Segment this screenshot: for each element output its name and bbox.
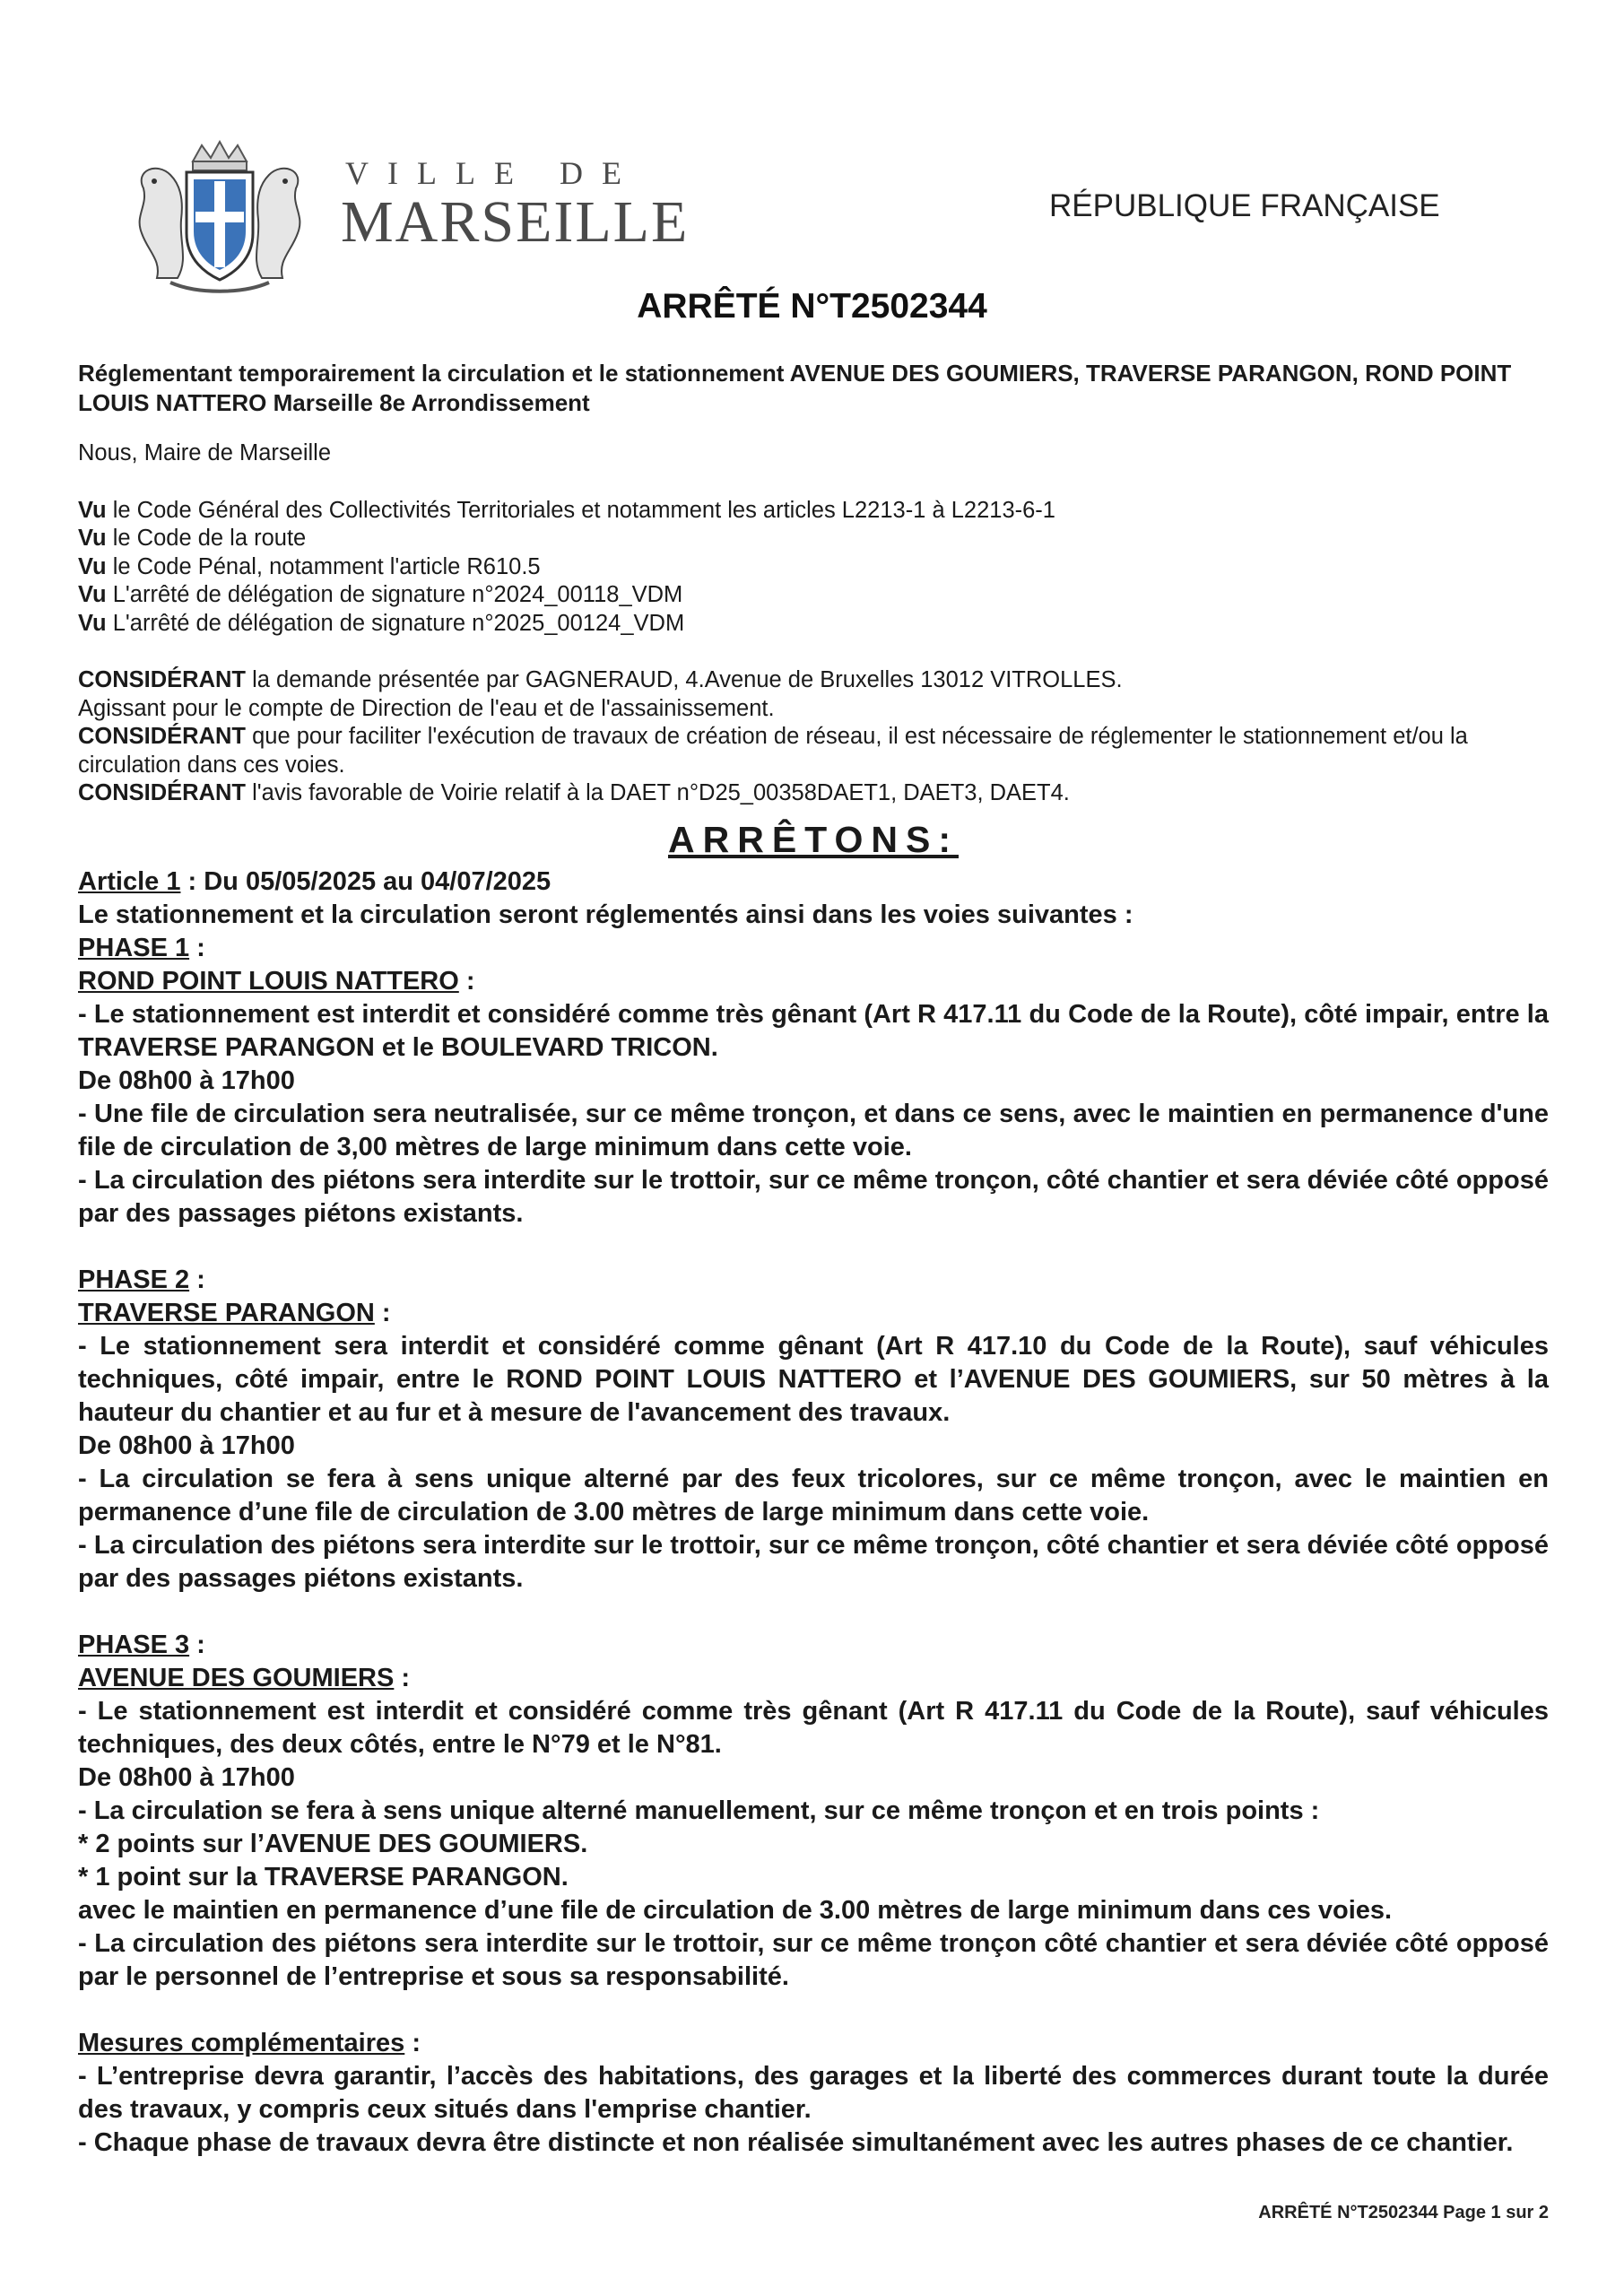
phase-2-hours: De 08h00 à 17h00 [78, 1431, 295, 1460]
article-1-intro: Le stationnement et la circulation seront réglementés ainsi dans les voies suivantes : [78, 900, 1133, 929]
coat-of-arms-icon [108, 135, 332, 296]
phase-2-street: TRAVERSE PARANGON : [78, 1298, 391, 1327]
phase-3-heading: PHASE 3 : [78, 1630, 205, 1659]
phase-1-line: - Une file de circulation sera neutralisée, sur ce même tronçon, et dans ce sens, avec le maintien en permanence d'une file de circulation de 3,00 mètres de large minimum dans cette voie. [78, 1099, 1549, 1161]
ville-de-marseille-logo [108, 135, 690, 296]
page-footer: ARRÊTÉ N°T2502344 Page 1 sur 2 [1258, 2203, 1549, 2222]
phase-2-line: - La circulation se fera à sens unique alterné par des feux tricolores, sur ce même tronçon, avec le maintien en permanence d’une file de circulation de 3.00 mètres de large minimum dans cette voie. [78, 1464, 1549, 1526]
phase-1-line: - La circulation des piétons sera interdite sur le trottoir, sur ce même tronçon, côté chantier et sera déviée côté opposé par des passages piétons existants. [78, 1165, 1549, 1228]
articles [78, 865, 1549, 2160]
phase-3-point: * 1 point sur la TRAVERSE PARANGON. [78, 1862, 569, 1892]
phase-3-point: * 2 points sur l’AVENUE DES GOUMIERS. [78, 1829, 588, 1858]
phase-1-line: - Le stationnement est interdit et considéré comme très gênant (Art R 417.11 du Code de la Route), côté impair, entre la TRAVERSE PARANGON et le BOULEVARD TRICON. [78, 999, 1549, 1062]
vu-line: Vu le Code Général des Collectivités Territoriales et notamment les articles L2213-1 à L2213-6-1 [78, 497, 1055, 523]
phase-3-line: - La circulation des piétons sera interdite sur le trottoir, sur ce même tronçon côté chantier et sera déviée côté opposé par le personnel de l’entreprise et sous sa responsabilité. [78, 1928, 1549, 1991]
phase-3-line: avec le maintien en permanence d’une file de circulation de 3.00 mètres de large minimum dans ces voies. [78, 1895, 1393, 1925]
preamble [78, 439, 1549, 808]
agissant-line: Agissant pour le compte de Direction de l'eau et de l'assainissement. [78, 695, 775, 721]
document-body [78, 359, 1549, 2160]
phase-3-street: AVENUE DES GOUMIERS : [78, 1663, 411, 1692]
phase-2-line: - Le stationnement sera interdit et considéré comme gênant (Art R 417.10 du Code de la Route), sauf véhicules techniques, côté impair, entre le ROND POINT LOUIS NATTERO et l’AVENUE DES GOUMIERS, sur 50 mètres à la hauteur du chantier et au fur et à mesure de l'avancement des travaux. [78, 1331, 1549, 1427]
considerant-line: CONSIDÉRANT la demande présentée par GAGNERAUD, 4.Avenue de Bruxelles 13012 VITROLLES. [78, 667, 1123, 692]
mesures-heading: Mesures complémentaires : [78, 2028, 421, 2057]
republique-francaise: RÉPUBLIQUE FRANÇAISE [1049, 188, 1440, 223]
phase-3-line: - La circulation se fera à sens unique alterné manuellement, sur ce même tronçon et en trois points : [78, 1796, 1320, 1825]
vu-line: Vu le Code de la route [78, 526, 307, 551]
arretons-heading: ARRÊTONS: [668, 818, 959, 860]
phase-1-heading: PHASE 1 : [78, 933, 205, 962]
logo-line-ville-de: VILLE DE [345, 155, 640, 191]
phase-1-street: ROND POINT LOUIS NATTERO : [78, 966, 475, 996]
considerant-line: CONSIDÉRANT que pour faciliter l'exécution de travaux de création de réseau, il est nécessaire de réglementer le stationnement et/ou la circulation dans ces voies. [78, 724, 1468, 778]
phase-3-hours: De 08h00 à 17h00 [78, 1762, 295, 1792]
arrete-title: ARRÊTÉ N°T2502344 [637, 287, 987, 326]
article-1-heading: Article 1 : Du 05/05/2025 au 04/07/2025 [78, 866, 551, 896]
phase-2-line: - La circulation des piétons sera interdite sur le trottoir, sur ce même tronçon, côté chantier et sera déviée côté opposé par des passages piétons existants. [78, 1530, 1549, 1593]
arrete-subject: Réglementant temporairement la circulation et le stationnement AVENUE DES GOUMIERS, TRAVERSE PARANGON, ROND POINT LOUIS NATTERO Marseille 8e Arrondissement [78, 360, 1512, 416]
logo-line-marseille: MARSEILLE [341, 189, 690, 255]
vu-line: Vu L'arrêté de délégation de signature n°2024_00118_VDM [78, 582, 683, 607]
vu-line: Vu le Code Pénal, notamment l'article R610.5 [78, 553, 541, 579]
considerant-line: CONSIDÉRANT l'avis favorable de Voirie relatif à la DAET n°D25_00358DAET1, DAET3, DAET4. [78, 780, 1070, 805]
phase-3-line: - Le stationnement est interdit et considéré comme très gênant (Art R 417.11 du Code de la Route), sauf véhicules techniques, des deux côtés, entre le N°79 et le N°81. [78, 1696, 1549, 1759]
mayor-line: Nous, Maire de Marseille [78, 440, 332, 465]
phase-2-heading: PHASE 2 : [78, 1265, 205, 1294]
mesures-line: - L’entreprise devra garantir, l’accès des habitations, des garages et la liberté des commerces durant toute la durée des travaux, y compris ceux situés dans l'emprise chantier. [78, 2061, 1549, 2124]
mesures-line: - Chaque phase de travaux devra être distincte et non réalisée simultanément avec les autres phases de ce chantier. [78, 2127, 1514, 2157]
vu-line: Vu L'arrêté de délégation de signature n°2025_00124_VDM [78, 610, 685, 636]
phase-1-hours: De 08h00 à 17h00 [78, 1065, 295, 1095]
